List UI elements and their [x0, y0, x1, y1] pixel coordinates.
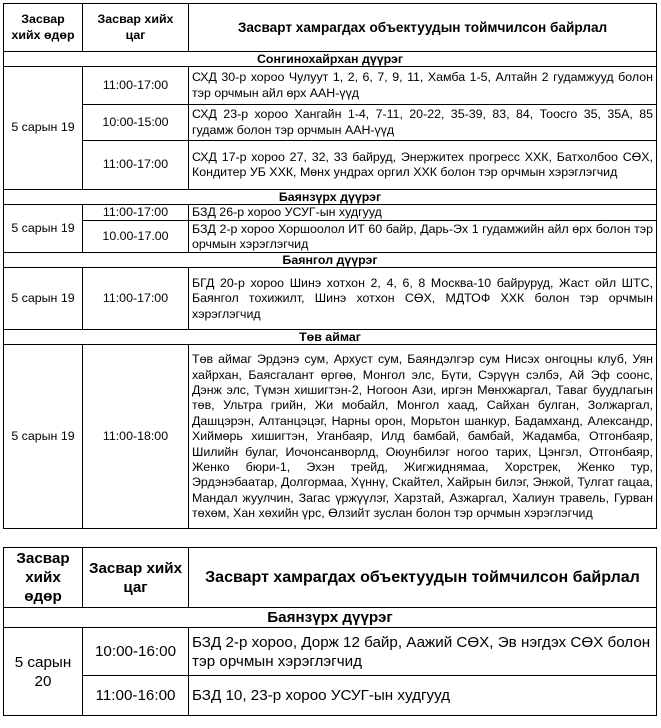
header-repair-time: Засвар хийх цаг: [83, 4, 189, 52]
header-repair-date: Засвар хийх өдөр: [4, 4, 83, 52]
table-row: [4, 628, 657, 676]
section-row: [4, 52, 657, 67]
header-repair-time: Засвар хийх цаг: [83, 548, 189, 608]
section-title-songinokhairkhan: Сонгинохайрхан дүүрэг: [4, 52, 657, 67]
section-row: [4, 330, 657, 345]
table-row: [4, 67, 657, 105]
repair-time: 11:00-17:00: [83, 67, 189, 105]
table-row: [4, 345, 657, 529]
section-title-bayanzurkh: Баянзүрх дүүрэг: [4, 190, 657, 205]
repair-time: 11:00-18:00: [83, 345, 189, 529]
location-description: БЗД 2-р хороо Хоршоолол ИТ 60 байр, Дарь-Эх 1 гудамжийн айл өрх болон тэр орчмын хэрэглэгчид: [189, 221, 657, 253]
repair-date: 5 сарын 19: [4, 268, 83, 330]
table-row: [4, 141, 657, 190]
repair-time: 11:00-17:00: [83, 268, 189, 330]
repair-time: 11:00-16:00: [83, 676, 189, 716]
outage-schedule-table-2: [3, 547, 657, 716]
repair-date: 5 сарын 19: [4, 205, 83, 253]
table-header-row: [4, 548, 657, 608]
section-title-bayangol: Баянгол дүүрэг: [4, 253, 657, 268]
repair-time: 10:00-15:00: [83, 105, 189, 141]
section-row: [4, 253, 657, 268]
repair-date: 5 сарын 19: [4, 345, 83, 529]
header-repair-date: Засвар хийх өдөр: [4, 548, 83, 608]
section-row: [4, 190, 657, 205]
location-description: БЗД 26-р хороо УСУГ-ын худгууд: [189, 205, 657, 221]
header-locations: Засварт хамрагдах объектуудын тоймчилсон байрлал: [189, 4, 657, 52]
location-description: БЗД 2-р хороо, Дорж 12 байр, Аажий СӨХ, Эв нэгдэх СӨХ болон тэр орчмын хэрэглэгчид: [189, 628, 657, 676]
table-row: [4, 205, 657, 221]
header-locations: Засварт хамрагдах объектуудын тоймчилсон байрлал: [189, 548, 657, 608]
table-header-row: [4, 4, 657, 52]
outage-schedule-table-1: [3, 3, 657, 529]
location-description: БГД 20-р хороо Шинэ хотхон 2, 4, 6, 8 Москва-10 байруруд, Жаст ойл ШТС, Баянгол тохижилт, Шинэ хотхон СӨХ, МДТОФ ХХК болон тэр орчмын хэрэглэгчид: [189, 268, 657, 330]
table-row: [4, 221, 657, 253]
location-description: Төв аймаг Эрдэнэ сум, Архуст сум, Баяндэлгэр сум Нисэх онгоцны клуб, Уян хайрхан, Баясгалант өргөө, Монгол элс, Бүти, Сэрүүн сэлбэ, Ай Эф соонс, Дэнж элс, Түмэн хишигтэн-2, Ногоон Ази, иргэн Мөнхжаргал, Таваг буудлагын төв, Ультра грийн, Жи мобайл, Монгол хаад, Сайхан булган, Золжаргал, Дашцэрэн, Алтанцэцэг, Нарны орон, Морьтон шанкур, Бадамханд, Александр, Хиймөрь хишигтэн, Уганбаяр, Илд бамбай, бамбай, Жадамба, Отгонбаяр, Шилийн булаг, Иочонсанворлд, Оюунбилэг ногоо тарих, Цэнгэл, Отгонбаяр, Женко бюри-1, Эхэн трейд, Жигжиднямаа, Хорстрек, Женко тур, Эрдэнэбаатар, Долгормаа, Хүннү, Скайтел, Хайрын билэг, Энжой, Тулгат гацаа, Мандал жуулчин, Загас үржүүлэг, Харзтай, Азжаргал, Халиун травель, Гурван төхөм, Хан хөхийн үрс, Өлзийт зуслан болон тэр орчмын хэрэглэгчид: [189, 345, 657, 529]
repair-date: 5 сарын 20: [4, 628, 83, 716]
table-row: [4, 676, 657, 716]
section-title-tuv-aimag: Төв аймаг: [4, 330, 657, 345]
location-description: БЗД 10, 23-р хороо УСУГ-ын худгууд: [189, 676, 657, 716]
location-description: СХД 30-р хороо Чулуут 1, 2, 6, 7, 9, 11, Хамба 1-5, Алтайн 2 гудамжууд болон тэр орчмын айл өрх ААН-үүд: [189, 67, 657, 105]
section-row: [4, 608, 657, 628]
table-row: [4, 268, 657, 330]
repair-time: 10.00-17.00: [83, 221, 189, 253]
table-row: [4, 105, 657, 141]
section-title-bayanzurkh: Баянзүрх дүүрэг: [4, 608, 657, 628]
location-description: СХД 17-р хороо 27, 32, 33 байруд, Энержитех прогресс ХХК, Батхолбоо СӨХ, Кондитер УБ ХХК, Мөнх ундрах оргил ХХК болон тэр орчмын хэрэглэгчид: [189, 141, 657, 190]
repair-date: 5 сарын 19: [4, 67, 83, 190]
repair-time: 11:00-17:00: [83, 141, 189, 190]
repair-time: 11:00-17:00: [83, 205, 189, 221]
location-description: СХД 23-р хороо Хангайн 1-4, 7-11, 20-22, 35-39, 83, 84, Тоосго 35, 35А, 85 гудамж болон тэр орчмын ААН-үүд: [189, 105, 657, 141]
repair-time: 10:00-16:00: [83, 628, 189, 676]
